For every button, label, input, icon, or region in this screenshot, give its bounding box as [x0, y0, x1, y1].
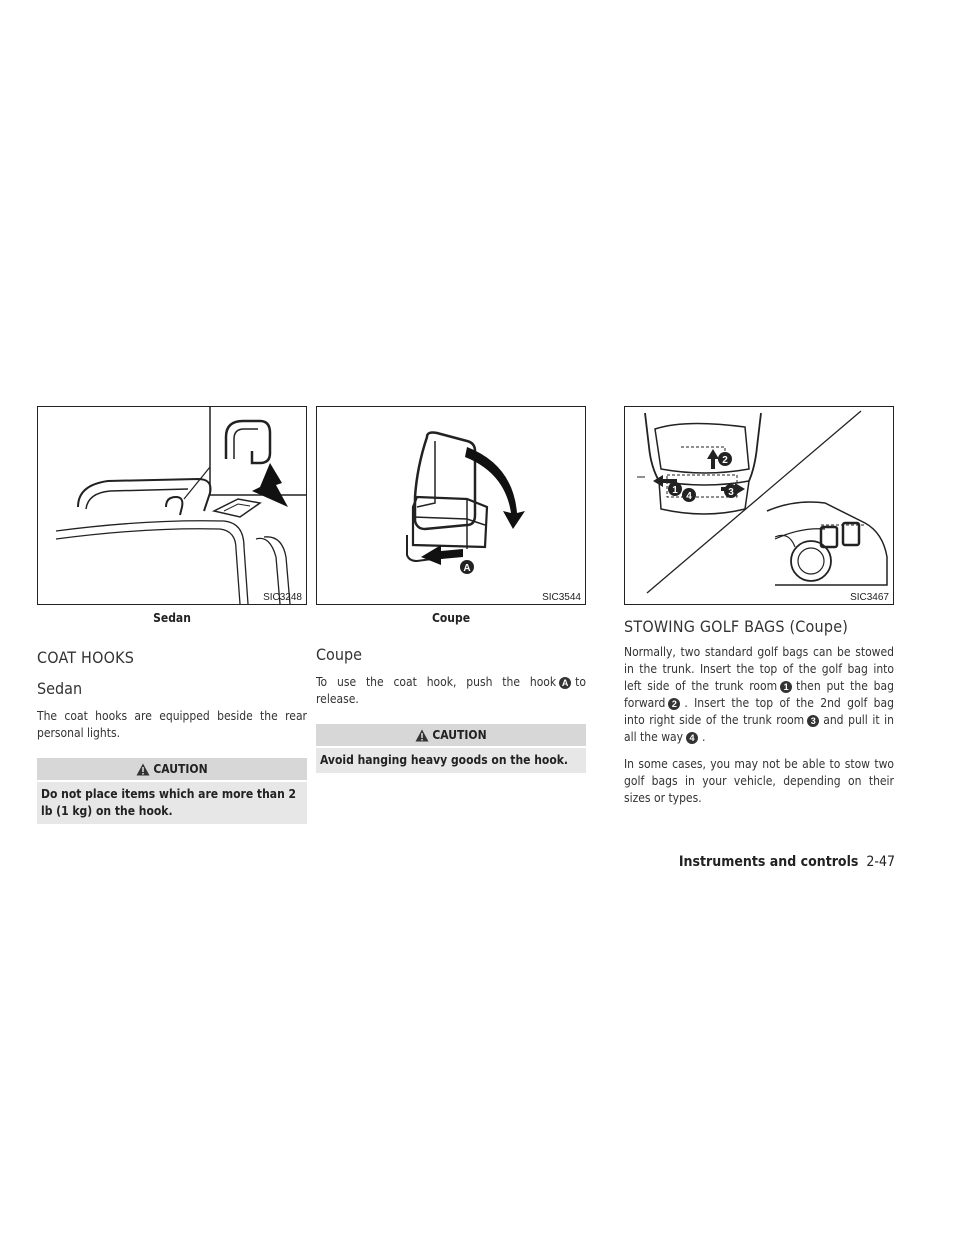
- warning-triangle-icon: [136, 763, 150, 776]
- text-segment: Normally, two standard golf bags can be stowed in the trunk. Insert the top of the golf bag into left side of the trunk room: [624, 645, 894, 693]
- warning-triangle-icon: [415, 729, 429, 742]
- caution-text: Do not place items which are more than 2 lb (1 kg) on the hook.: [37, 782, 307, 824]
- push-arrow-icon: [421, 545, 463, 565]
- coupe-hook-illustration: [317, 407, 585, 604]
- paragraph-golf-note: In some cases, you may not be able to stow two golf bags in your vehicle, depending on their sizes or types.: [624, 757, 894, 805]
- paragraph-coupe: [316, 674, 586, 708]
- paragraph-golf-instructions: [624, 644, 894, 746]
- caution-text: Avoid hanging heavy goods on the hook.: [316, 748, 586, 773]
- text-segment: to release.: [316, 675, 586, 706]
- figure-coupe-coat-hook: [316, 406, 586, 605]
- push-arrow-icon: [252, 463, 288, 507]
- caution-header: [37, 758, 307, 780]
- figure-caption: Sedan: [153, 611, 191, 625]
- callout-4-label: 4: [686, 491, 692, 502]
- callout-3-label: 3: [728, 487, 734, 498]
- circled-number-icon: 2: [668, 698, 680, 710]
- figure-golf-bags: [624, 406, 894, 605]
- paragraph-sedan: The coat hooks are equipped beside the rear personal lights.: [37, 709, 307, 740]
- callout-2-label: 2: [722, 455, 728, 466]
- text-segment: . Insert the top of the 2nd golf bag into right side of the trunk room: [624, 696, 894, 727]
- figure-sedan-coat-hook: [37, 406, 307, 605]
- callout-1-label: 1: [672, 485, 678, 496]
- caution-header: [316, 724, 586, 746]
- text-segment: then put the bag forward: [624, 679, 894, 710]
- text-segment: and pull it in all the way: [624, 713, 894, 744]
- subheading-sedan: Sedan: [37, 679, 83, 698]
- column-left: [37, 406, 307, 824]
- arrow-up-icon: [707, 449, 719, 469]
- golf-callouts: [668, 452, 738, 502]
- figure-code: SIC3544: [542, 592, 581, 603]
- golf-bag-illustration: [625, 407, 893, 604]
- subheading-coupe: Coupe: [316, 645, 362, 664]
- figure-caption: Coupe: [431, 611, 471, 625]
- figure-code: SIC3248: [263, 592, 302, 603]
- circled-number-icon: 3: [807, 715, 819, 727]
- column-right: [624, 406, 894, 807]
- section-title-golf-bags: STOWING GOLF BAGS (Coupe): [624, 617, 849, 636]
- column-middle: [316, 406, 586, 773]
- page-number: 2-47: [866, 854, 895, 870]
- text-segment: To use the coat hook, push the hook: [316, 675, 557, 689]
- circled-letter-icon: A: [559, 677, 571, 689]
- sedan-hook-illustration: [38, 407, 306, 604]
- circled-number-icon: 4: [686, 732, 698, 744]
- circled-number-icon: 1: [780, 681, 792, 693]
- page-footer: [679, 854, 895, 870]
- footer-section-title: Instruments and controls: [678, 854, 859, 870]
- figure-code: SIC3467: [850, 592, 889, 603]
- text-segment: .: [702, 730, 706, 744]
- caution-label: CAUTION: [432, 728, 487, 742]
- callout-a-label: A: [463, 563, 471, 574]
- caution-label: CAUTION: [153, 762, 208, 776]
- section-title-coat-hooks: COAT HOOKS: [37, 648, 135, 667]
